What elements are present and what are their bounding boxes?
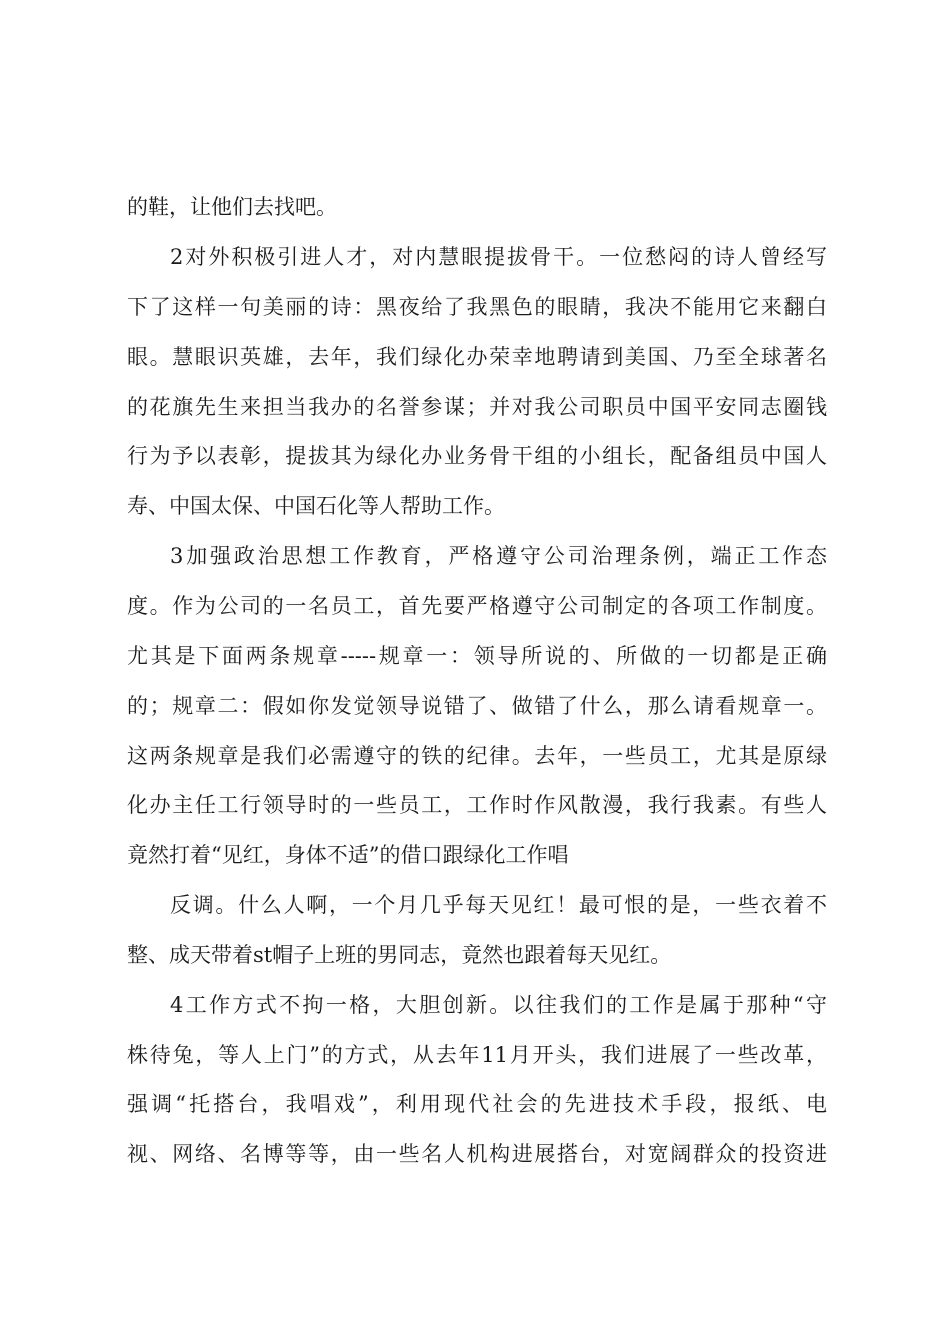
text-line: 的花旗先生来担当我办的名誉参谋；并对我公司职员中国平安同志圈钱 — [127, 395, 827, 419]
text-line: 视、网络、名博等等，由一些名人机构进展搭台，对宽阔群众的投资进 — [127, 1142, 827, 1166]
text-line: 眼。慧眼识英雄，去年，我们绿化办荣幸地聘请到美国、乃至全球著名 — [127, 345, 827, 369]
text-line: 整、成天带着st帽子上班的男同志，竟然也跟着每天见红。 — [127, 943, 672, 967]
text-line: 2对外积极引进人才，对内慧眼提拔骨干。一位愁闷的诗人曾经写 — [170, 245, 827, 269]
text-line: 的；规章二：假如你发觉领导说错了、做错了什么，那么请看规章一。 — [127, 694, 827, 718]
text-line: 行为予以表彰，提拔其为绿化办业务骨干组的小组长，配备组员中国人 — [127, 444, 827, 468]
text-line: 尤其是下面两条规章-----规章一：领导所说的、所做的一切都是正确 — [127, 644, 827, 668]
text-line: 下了这样一句美丽的诗：黑夜给了我黑色的眼睛，我决不能用它来翻白 — [127, 295, 827, 319]
text-line: 反调。什么人啊，一个月几乎每天见红！最可恨的是，一些衣着不 — [170, 893, 827, 917]
text-line: 这两条规章是我们必需遵守的铁的纪律。去年，一些员工，尤其是原绿 — [127, 744, 827, 768]
text-line: 竟然打着“见红，身体不适”的借口跟绿化工作唱 — [127, 843, 569, 867]
text-line: 的鞋，让他们去找吧。 — [127, 195, 337, 219]
text-line: 寿、中国太保、中国石化等人帮助工作。 — [127, 494, 505, 518]
text-line: 3加强政治思想工作教育，严格遵守公司治理条例，端正工作态 — [170, 544, 827, 568]
text-line: 强调“托搭台，我唱戏”，利用现代社会的先进技术手段，报纸、电 — [127, 1092, 827, 1116]
text-line: 度。作为公司的一名员工，首先要严格遵守公司制定的各项工作制度。 — [127, 594, 827, 618]
text-line: 化办主任工行领导时的一些员工，工作时作风散漫，我行我素。有些人 — [127, 793, 827, 817]
text-line: 4工作方式不拘一格，大胆创新。以往我们的工作是属于那种“守 — [170, 993, 827, 1017]
text-line: 株待兔，等人上门”的方式，从去年11月开头，我们进展了一些改革， — [127, 1043, 827, 1067]
